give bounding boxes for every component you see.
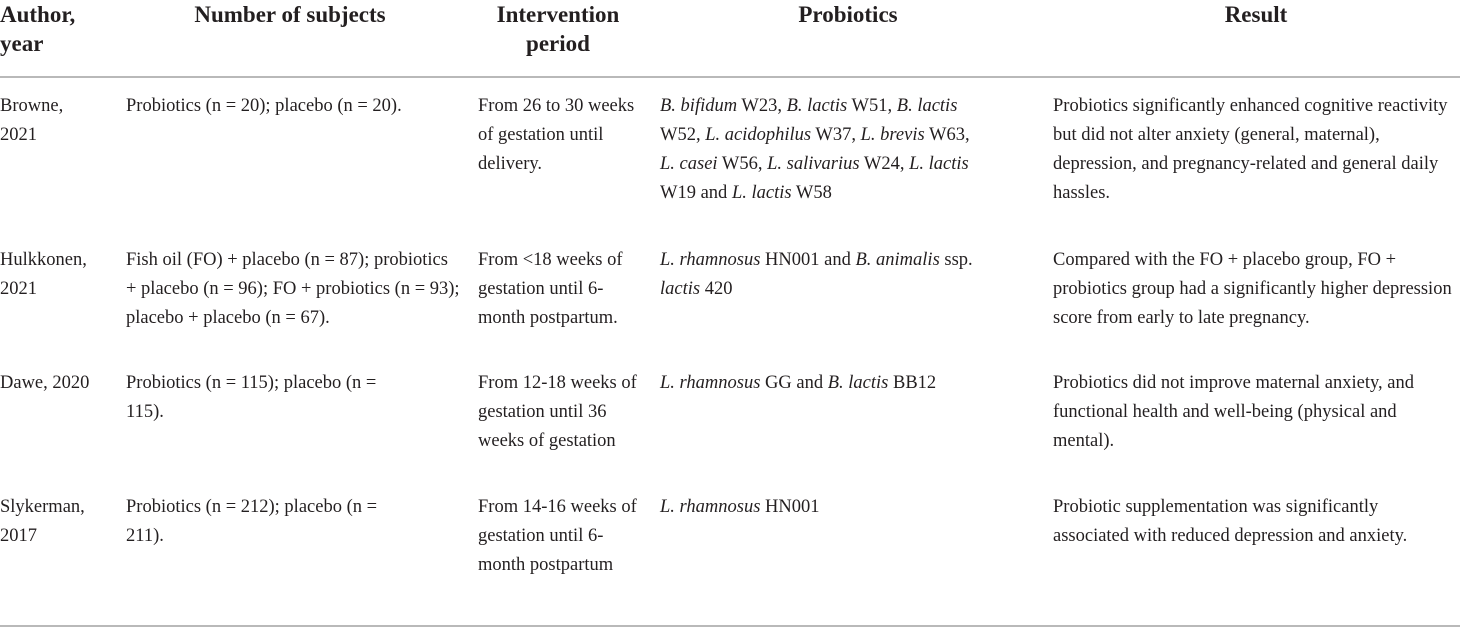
cell-period: From 14-16 weeks of gestation until 6-month postpartum [478, 497, 637, 575]
species-name: lactis [660, 279, 701, 299]
strain-text: BB12 [888, 373, 937, 393]
strain-text: 420 [700, 279, 733, 299]
species-name: L. casei [660, 154, 718, 174]
species-name: L. lactis [909, 154, 969, 174]
species-name: B. animalis [855, 250, 940, 270]
strain-text: ssp. [939, 250, 973, 270]
cell-result: Probiotics significantly enhanced cognitive reactivity but did not alter anxiety (general, maternal), depression, and pregnancy-related and general daily hassles. [1053, 96, 1448, 203]
header-subjects [125, 0, 455, 29]
species-name: L. rhamnosus [660, 373, 761, 393]
strain-text: W58 [791, 183, 832, 203]
cell-subjects: Probiotics (n = 115); placebo (n = 115). [126, 373, 377, 422]
species-name: B. lactis [896, 96, 958, 116]
cell-period: From <18 weeks of gestation until 6-month postpartum. [478, 250, 623, 328]
strain-text: GG and [760, 373, 828, 393]
species-name: L. salivarius [767, 154, 860, 174]
header-result-text: Result [1224, 2, 1288, 27]
species-name: L. acidophilus [705, 125, 812, 145]
cell-probiotics [660, 92, 982, 208]
cell-result: Probiotic supplementation was significantly associated with reduced depression and anxiety. [1053, 497, 1408, 546]
header-period-text: Intervention period [496, 2, 620, 56]
header-subjects-text: Number of subjects [194, 2, 386, 27]
species-name: B. lactis [827, 373, 889, 393]
species-name: L. brevis [860, 125, 925, 145]
species-name: L. rhamnosus [660, 250, 761, 270]
species-name: B. lactis [786, 96, 848, 116]
strain-text: W23, [737, 96, 787, 116]
strain-text: W63, [924, 125, 970, 145]
cell-probiotics [660, 493, 1030, 522]
header-result [1052, 0, 1460, 29]
strain-text: W52, [660, 125, 706, 145]
cell-period: From 12-18 weeks of gestation until 36 weeks of gestation [478, 373, 637, 451]
header-probiotics [660, 0, 1036, 29]
strain-text: W56, [717, 154, 768, 174]
table-bottom-rule [0, 625, 1460, 627]
cell-author: Hulkkonen, 2021 [0, 250, 87, 299]
cell-author: Dawe, 2020 [0, 373, 90, 393]
cell-subjects: Fish oil (FO) + placebo (n = 87); probiotics + placebo (n = 96); FO + probiotics (n = 93); placebo + placebo (n = 67). [126, 250, 460, 328]
cell-author: Browne, 2021 [0, 96, 64, 145]
strain-text: W51, [847, 96, 897, 116]
strain-text: HN001 [760, 497, 820, 517]
cell-result: Probiotics did not improve maternal anxiety, and functional health and well-being (physical and mental). [1053, 373, 1415, 451]
header-divider [0, 76, 1460, 78]
cell-probiotics [660, 246, 982, 304]
cell-result: Compared with the FO + placebo group, FO + probiotics group had a significantly higher depression score from early to late pregnancy. [1053, 250, 1452, 328]
cell-period: From 26 to 30 weeks of gestation until delivery. [478, 96, 635, 174]
header-author [0, 0, 90, 58]
species-name: B. bifidum [660, 96, 738, 116]
species-name: L. lactis [731, 183, 792, 203]
header-author-text: Author, year [0, 2, 76, 56]
species-name: L. rhamnosus [660, 497, 761, 517]
cell-probiotics [660, 369, 1030, 398]
header-period [475, 0, 641, 58]
strain-text: W37, [811, 125, 861, 145]
strain-text: HN001 and [760, 250, 856, 270]
cell-subjects: Probiotics (n = 20); placebo (n = 20). [126, 96, 402, 116]
header-probiotics-text: Probiotics [798, 2, 898, 27]
strain-text: W19 and [660, 183, 732, 203]
strain-text: W24, [859, 154, 910, 174]
cell-author: Slykerman, 2017 [0, 497, 85, 546]
cell-subjects: Probiotics (n = 212); placebo (n = 211). [126, 497, 378, 546]
